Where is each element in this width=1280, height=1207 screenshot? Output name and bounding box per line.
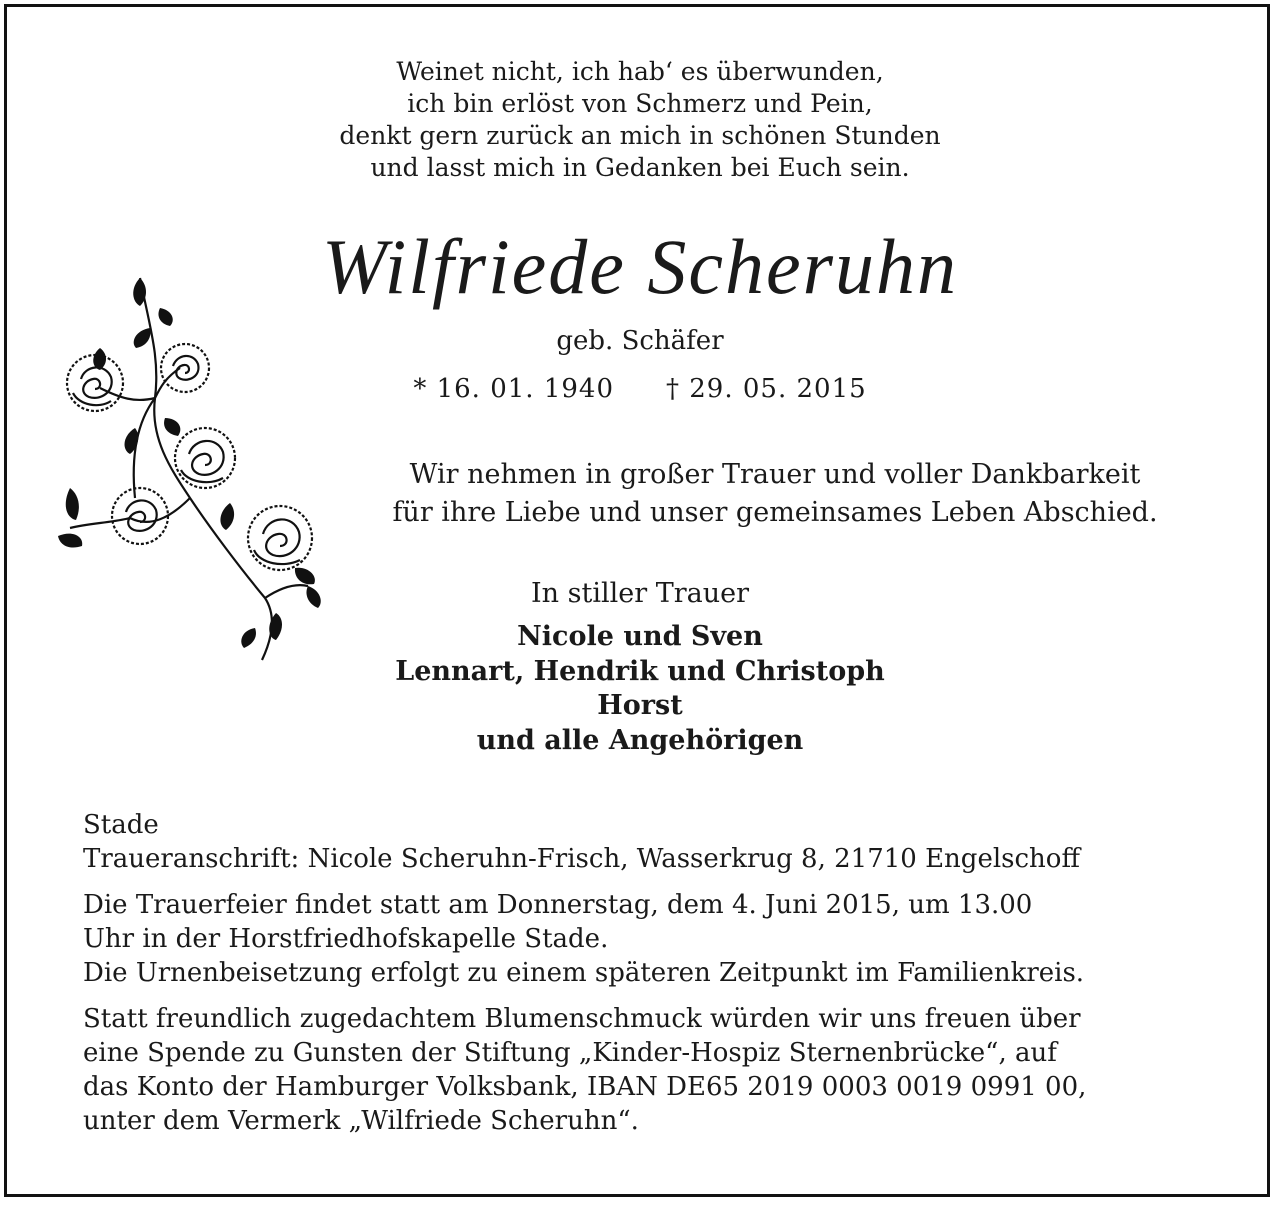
ceremony-line: Uhr in der Horstfriedhofskapelle Stade. (83, 924, 609, 954)
donation-line: das Konto der Hamburger Volksbank, IBAN DE65 2019 0003 0019 0991 00, (83, 1072, 1087, 1102)
place: Stade (83, 810, 159, 840)
poem (0, 56, 1280, 184)
life-dates (0, 372, 1280, 406)
poem-line: ich bin erlöst von Schmerz und Pein, (407, 89, 873, 118)
details (83, 808, 1197, 1138)
farewell-line: Wir nehmen in großer Trauer und voller Dankbarkeit (409, 459, 1141, 490)
donation-line: eine Spende zu Gunsten der Stiftung „Kinder-Hospiz Sternenbrücke“, auf (83, 1038, 1057, 1068)
farewell-line: für ihre Liebe und unser gemeinsames Leben Abschied. (392, 497, 1158, 528)
birth-date: * 16. 01. 1940 (413, 374, 614, 404)
birth-name: geb. Schäfer (556, 326, 724, 356)
poem-line: Weinet nicht, ich hab‘ es überwunden, (396, 57, 884, 86)
urn-burial-note: Die Urnenbeisetzung erfolgt zu einem späteren Zeitpunkt im Familienkreis. (83, 958, 1085, 988)
mourner-name: und alle Angehörigen (476, 724, 804, 756)
mourner-name: Nicole und Sven (517, 621, 763, 652)
ceremony-line: Die Trauerfeier findet statt am Donnerstag, dem 4. Juni 2015, um 13.00 (83, 890, 1033, 920)
poem-line: und lasst mich in Gedanken bei Euch sein. (370, 153, 910, 182)
mourning-label: In stiller Trauer (530, 578, 749, 609)
farewell-text (360, 456, 1190, 532)
deceased-name: Wilfriede Scheruhn (321, 223, 959, 310)
mourner-name: Lennart, Hendrik und Christoph (395, 655, 885, 687)
mourner-name: Horst (597, 690, 683, 721)
death-date: † 29. 05. 2015 (666, 374, 867, 404)
donation-line: unter dem Vermerk „Wilfriede Scheruhn“. (83, 1106, 639, 1136)
donation-line: Statt freundlich zugedachtem Blumenschmuck würden wir uns freuen über (83, 1004, 1081, 1034)
poem-line: denkt gern zurück an mich in schönen Stunden (339, 121, 941, 150)
mourners-list (0, 620, 1280, 758)
mourning-address: Traueranschrift: Nicole Scheruhn-Frisch, Wasserkrug 8, 21710 Engelschoff (83, 844, 1080, 874)
